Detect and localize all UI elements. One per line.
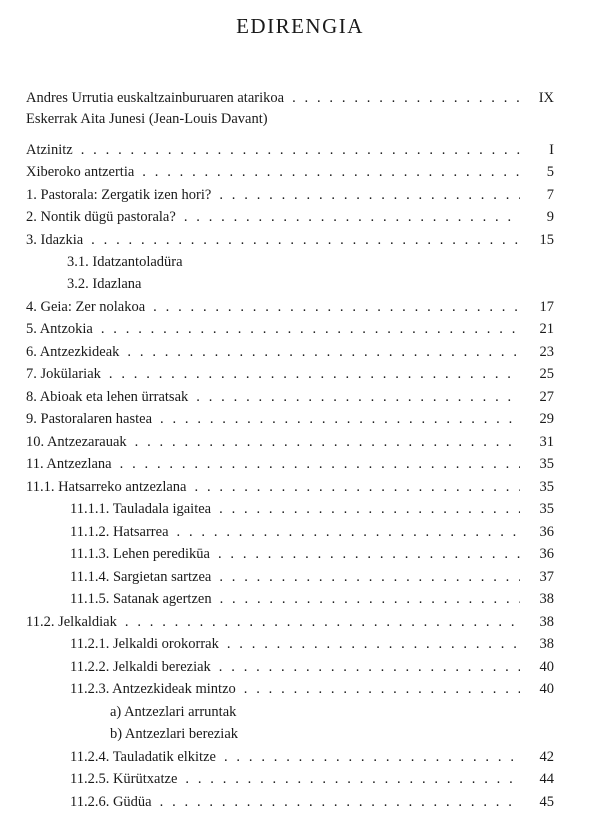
toc-entry-page: 35 (539, 456, 554, 472)
toc-entry[interactable] (26, 251, 554, 273)
toc-entry-page: 35 (539, 501, 554, 517)
toc-entry-page: 38 (539, 614, 554, 630)
toc-entry[interactable] (26, 498, 554, 520)
toc-entry-label: 11.2. Jelkaldiak (26, 614, 117, 630)
toc-entry-page: 23 (539, 344, 554, 360)
dot-leader (218, 543, 520, 565)
dot-leader (185, 768, 520, 790)
toc-entry[interactable] (26, 746, 554, 768)
toc-entry-label: 4. Geia: Zer nolakoa (26, 299, 146, 315)
toc-entry-page: 7 (546, 187, 554, 203)
toc-entry-label: 11.1.2. Hatsarrea (70, 524, 169, 540)
toc-entry[interactable] (26, 318, 554, 340)
toc-entry-page: 29 (539, 411, 554, 427)
toc-entry[interactable] (26, 108, 554, 130)
toc-entry-label: 5. Antzokia (26, 321, 93, 337)
toc-entry[interactable] (26, 656, 554, 678)
toc-entry[interactable] (26, 184, 554, 206)
dot-leader (244, 678, 520, 700)
dot-leader (292, 87, 520, 109)
toc-entry-label: Andres Urrutia euskaltzainburuaren atarikoa (26, 90, 285, 106)
toc-entry-label: 3.2. Idazlana (67, 276, 142, 292)
dot-leader (219, 184, 520, 206)
toc-entry[interactable] (26, 408, 554, 430)
toc-entry-label: Xiberoko antzertia (26, 164, 135, 180)
dot-leader (219, 656, 520, 678)
toc-entry-page: I (549, 142, 554, 158)
toc-entry[interactable] (26, 678, 554, 700)
toc-entry-label: 11.1. Hatsarreko antzezlana (26, 479, 187, 495)
toc-entry[interactable] (26, 543, 554, 565)
toc-entry[interactable] (26, 161, 554, 183)
toc-entry-page: 44 (539, 771, 554, 787)
toc-entry-page: 42 (539, 749, 554, 765)
toc-entry[interactable] (26, 566, 554, 588)
toc-entry-label: a) Antzezlari arruntak (110, 704, 237, 720)
toc-entry[interactable] (26, 206, 554, 228)
toc-entry-page: 31 (539, 434, 554, 450)
toc-entry-label: 11.1.3. Lehen peredikūa (70, 546, 210, 562)
toc-entry[interactable] (26, 363, 554, 385)
toc-entry-page: 36 (539, 546, 554, 562)
toc-entry-label: 11.2.3. Antzezkideak mintzo (70, 681, 236, 697)
toc-entry[interactable] (26, 791, 554, 813)
toc-entry-label: 11.1.5. Satanak agertzen (70, 591, 212, 607)
toc-entry-label: 11.2.6. Güdüa (70, 794, 152, 810)
toc-entry-page: 15 (539, 232, 554, 248)
dot-leader (195, 476, 521, 498)
dot-leader (219, 566, 520, 588)
toc-entry[interactable] (26, 139, 554, 161)
toc-entry-page: 36 (539, 524, 554, 540)
dot-leader (224, 746, 520, 768)
toc-entry[interactable] (26, 476, 554, 498)
dot-leader (160, 408, 520, 430)
toc-entry[interactable] (26, 229, 554, 251)
dot-leader (125, 611, 520, 633)
toc-entry[interactable] (26, 611, 554, 633)
toc-entry-page: 38 (539, 591, 554, 607)
toc-entry-page: 35 (539, 479, 554, 495)
dot-leader (160, 791, 520, 813)
toc-entry[interactable] (26, 296, 554, 318)
toc-entry-page: 9 (546, 209, 554, 225)
toc-entry[interactable] (26, 633, 554, 655)
dot-leader (219, 498, 520, 520)
page-title: EDIRENGIA (236, 14, 364, 38)
toc-entry-label: 3.1. Idatzantoladüra (67, 254, 183, 270)
toc-entry[interactable] (26, 768, 554, 790)
toc-entry[interactable] (26, 453, 554, 475)
toc-entry-page: 25 (539, 366, 554, 382)
toc-entry-page: 27 (539, 389, 554, 405)
toc-entry-page: IX (538, 90, 554, 106)
dot-leader (184, 206, 520, 228)
toc-entry-page: 37 (539, 569, 554, 585)
toc-entry[interactable] (26, 273, 554, 295)
toc-entry-label: Atzinitz (26, 142, 73, 158)
dot-leader (135, 431, 520, 453)
dot-leader (91, 229, 520, 251)
toc-entry[interactable] (26, 386, 554, 408)
toc-entry[interactable] (26, 588, 554, 610)
toc-entry-page: 17 (539, 299, 554, 315)
toc-entry-label: 7. Jokülariak (26, 366, 101, 382)
dot-leader (101, 318, 520, 340)
dot-leader (81, 139, 520, 161)
toc-entry-label: 11.2.1. Jelkaldi orokorrak (70, 636, 219, 652)
toc-entry-page: 38 (539, 636, 554, 652)
toc-entry[interactable] (26, 87, 554, 109)
toc-entry-label: b) Antzezlari bereziak (110, 726, 239, 742)
toc-entry-label: 11.2.5. Kürütxatze (70, 771, 178, 787)
dot-leader (177, 521, 520, 543)
toc-entry-page: 5 (546, 164, 554, 180)
toc-entry-label: 1. Pastorala: Zergatik izen hori? (26, 187, 212, 203)
dot-leader (109, 363, 520, 385)
toc-entry-label: 2. Nontik dügü pastorala? (26, 209, 176, 225)
toc-entry[interactable] (26, 341, 554, 363)
toc-entry[interactable] (26, 723, 554, 745)
toc-entry-page: 45 (539, 794, 554, 810)
dot-leader (120, 453, 520, 475)
toc-entry-page: 21 (539, 321, 554, 337)
toc-entry-page: 40 (539, 681, 554, 697)
toc-entry[interactable] (26, 521, 554, 543)
toc-entry-label: Eskerrak Aita Junesi (Jean-Louis Davant) (26, 111, 268, 127)
toc-entry-label: 3. Idazkia (26, 232, 84, 248)
dot-leader (153, 296, 520, 318)
dot-leader (227, 633, 520, 655)
toc-entry-label: 10. Antzezarauak (26, 434, 127, 450)
toc-entry-label: 6. Antzezkideak (26, 344, 120, 360)
toc-entry-label: 11. Antzezlana (26, 456, 112, 472)
toc-entry-label: 8. Abioak eta lehen ürratsak (26, 389, 189, 405)
toc-entry-label: 11.2.2. Jelkaldi bereziak (70, 659, 211, 675)
dot-leader (220, 588, 520, 610)
toc-entry[interactable] (26, 431, 554, 453)
toc-entry-label: 9. Pastoralaren hastea (26, 411, 153, 427)
toc-entry-label: 11.1.4. Sargietan sartzea (70, 569, 212, 585)
toc-entry-page: 40 (539, 659, 554, 675)
toc-entry-label: 11.2.4. Tauladatik elkitze (70, 749, 216, 765)
dot-leader (196, 386, 520, 408)
toc-entry[interactable] (26, 701, 554, 723)
dot-leader (127, 341, 520, 363)
toc-entry-label: 11.1.1. Tauladala igaitea (70, 501, 212, 517)
dot-leader (142, 161, 520, 183)
